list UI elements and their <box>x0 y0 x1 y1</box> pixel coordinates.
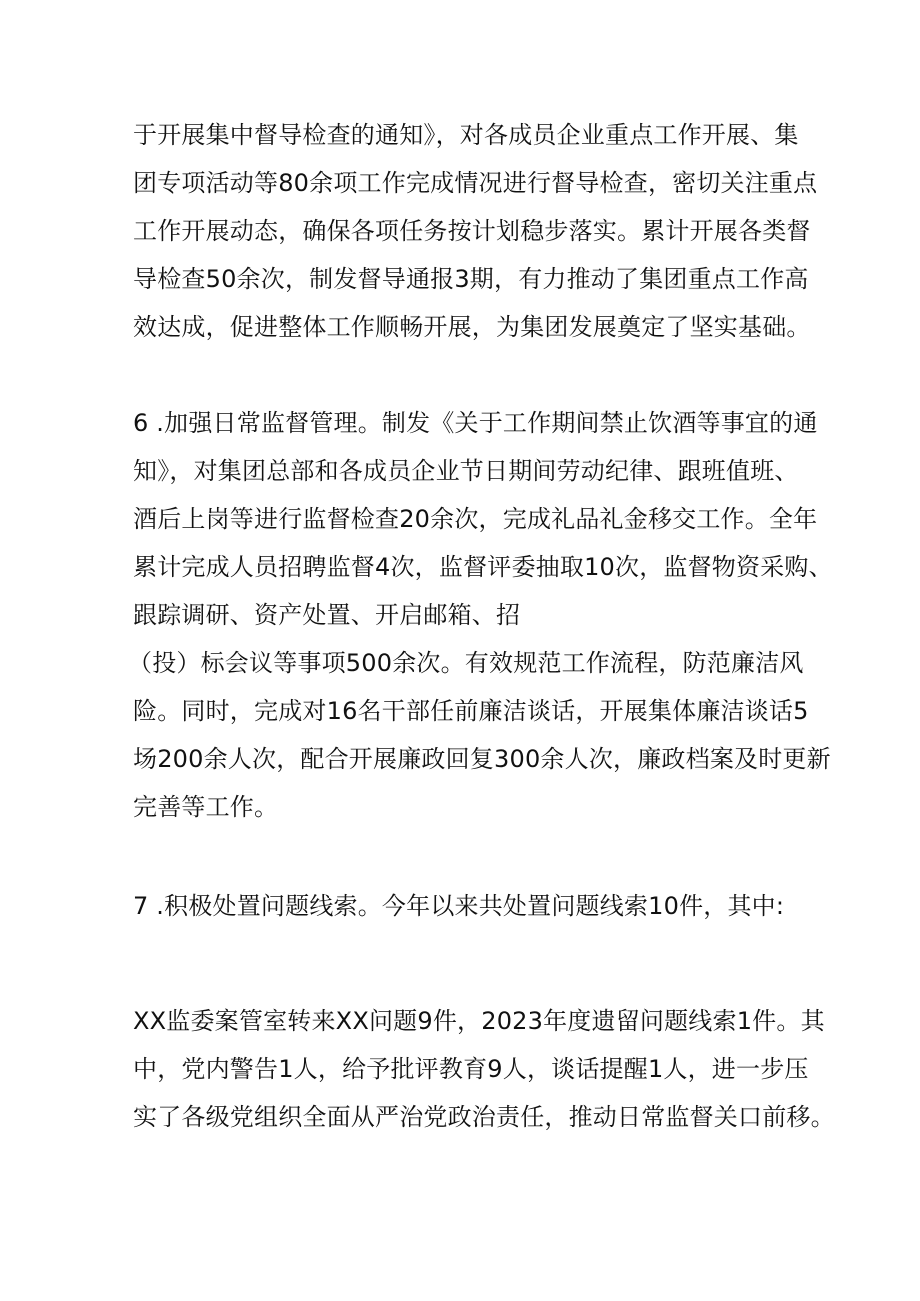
text-line: 完善等工作。 <box>133 793 279 821</box>
text-line: 知》，对集团总部和各成员企业节日期间劳动纪律、跟班值班、 <box>133 457 799 485</box>
text-line: 团专项活动等80余项工作完成情况进行督导检查，密切关注重点 <box>133 169 818 197</box>
text-line: 酒后上岗等进行监督检查20余次，完成礼品礼金移交工作。全年 <box>133 505 818 533</box>
text-line: XX监委案管室转来XX问题9件，2023年度遗留问题线索1件。其 <box>133 1007 825 1035</box>
text-line: 实了各级党组织全面从严治党政治责任，推动日常监督关口前移。 <box>133 1103 835 1131</box>
text-line: 中，党内警告1人，给予批评教育9人，谈话提醒1人，进一步压 <box>133 1055 809 1083</box>
text-line: 导检查50余次，制发督导通报3期，有力推动了集团重点工作高 <box>133 265 809 293</box>
text-line: 场200余人次，配合开展廉政回复300余人次，廉政档案及时更新 <box>133 745 831 773</box>
paragraph-heading-6: 6 .加强日常监督管理。制发《关于工作期间禁止饮酒等事宜的通 <box>133 409 818 437</box>
text-line: 效达成，促进整体工作顺畅开展，为集团发展奠定了坚实基础。 <box>133 313 811 341</box>
text-line: 累计完成人员招聘监督4次，监督评委抽取10次，监督物资采购、 <box>133 553 833 581</box>
paragraph-heading-7: 7 .积极处置问题线索。今年以来共处置问题线索10件，其中: <box>133 892 785 920</box>
text-line: 工作开展动态，确保各项任务按计划稳步落实。累计开展各类督 <box>133 217 811 245</box>
text-line: （投）标会议等事项500余次。有效规范工作流程，防范廉洁风 <box>128 649 804 677</box>
text-line: 于开展集中督导检查的通知》，对各成员企业重点工作开展、集 <box>133 121 799 149</box>
text-line: 险。同时，完成对16名干部任前廉洁谈话，开展集体廉洁谈话5 <box>133 697 809 725</box>
text-line: 跟踪调研、资产处置、开启邮箱、招 <box>133 601 521 629</box>
